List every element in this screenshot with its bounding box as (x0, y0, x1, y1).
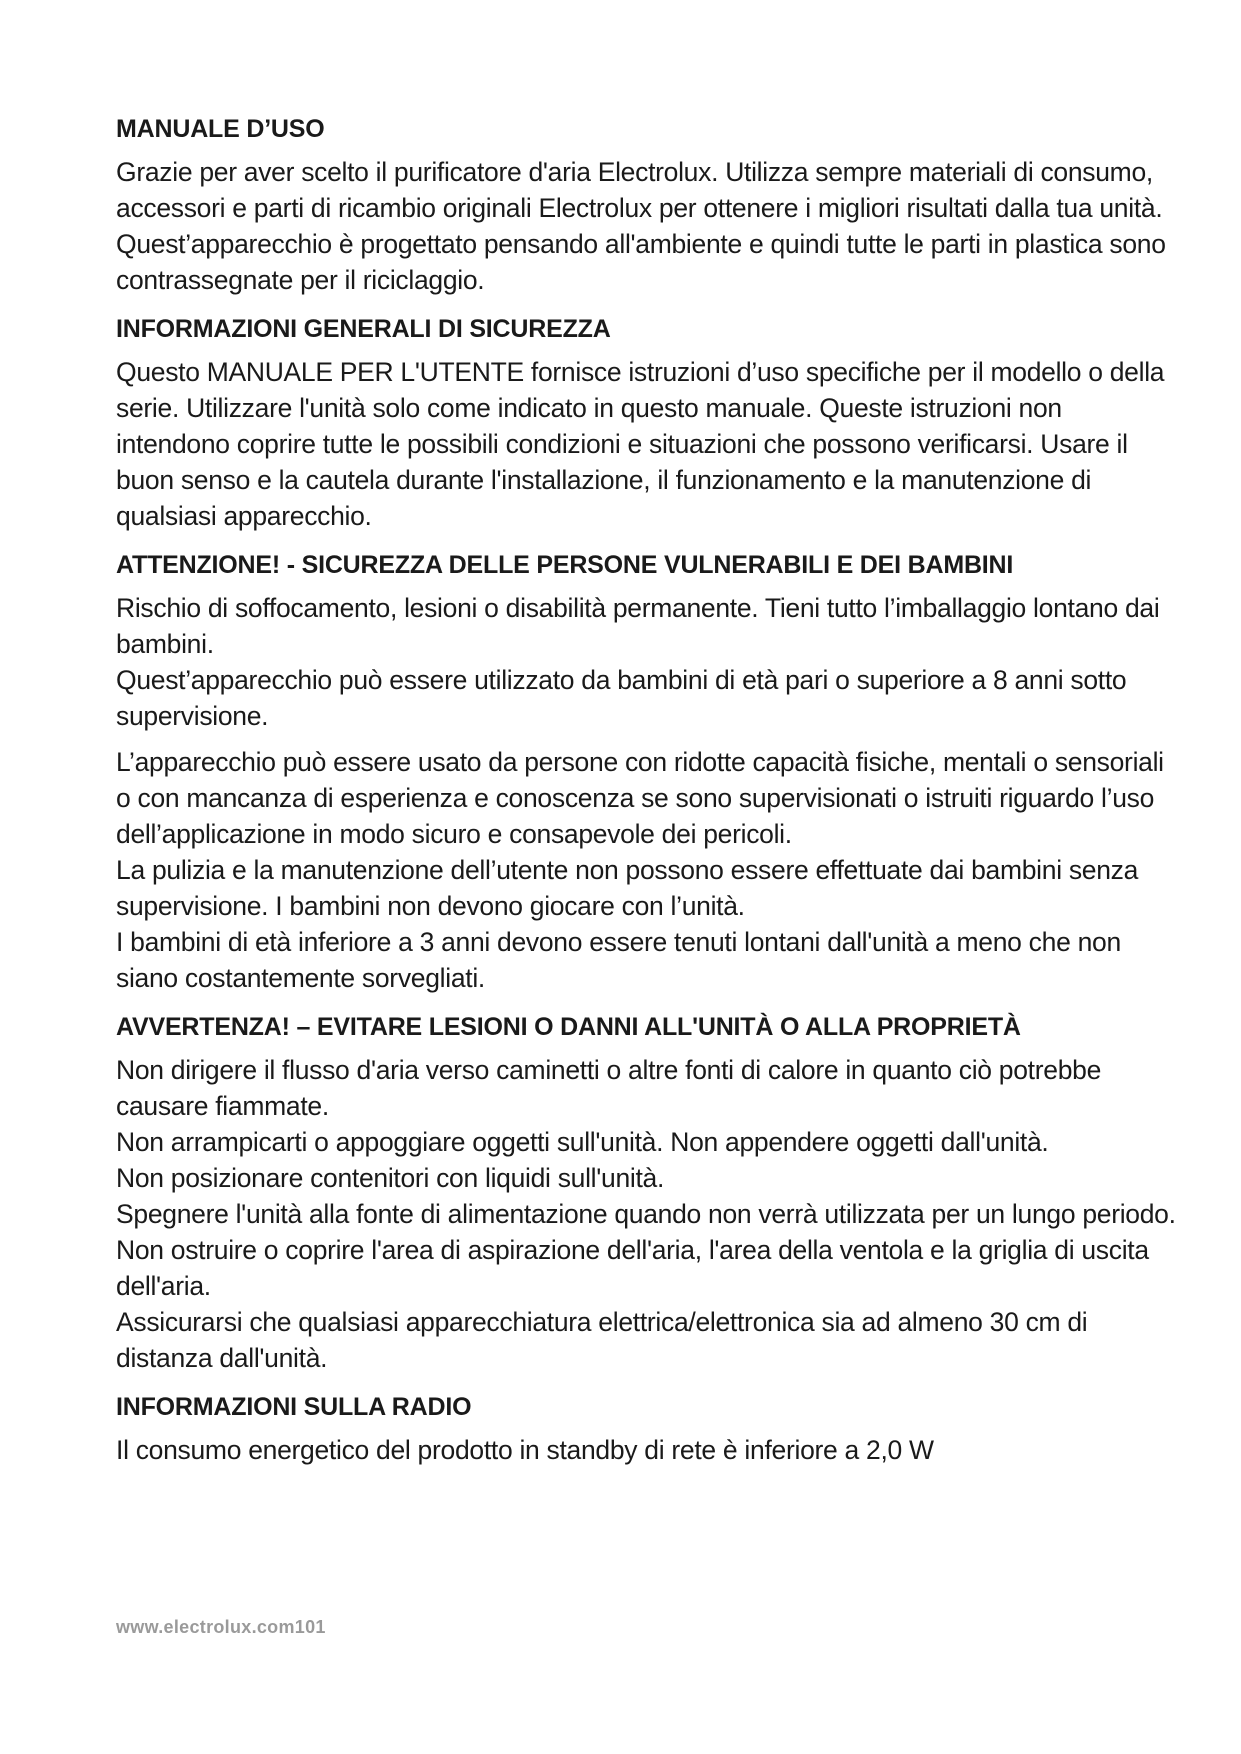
section-paragraph: Questo MANUALE PER L'UTENTE fornisce istruzioni d’uso specifiche per il modello o della serie. Utilizzare l'unità solo come indicato in questo manuale. Queste istruzioni non intendono coprire tutte le possibili condizioni e situazioni che possono verificarsi. Usare il buon senso e la cautela durante l'installazione, il funzionamento e la manutenzione di qualsiasi apparecchio. (116, 357, 1165, 531)
section-paragraph: Spegnere l'unità alla fonte di alimentazione quando non verrà utilizzata per un lungo periodo. (116, 1199, 1176, 1229)
page-footer-url: www.electrolux.com101 (116, 1617, 326, 1637)
section-attenzione (116, 548, 1176, 996)
section-paragraph: Non posizionare contenitori con liquidi sull'unità. (116, 1163, 665, 1193)
section-heading: MANUALE D’USO (116, 115, 325, 143)
section-heading: INFORMAZIONI GENERALI DI SICUREZZA (116, 315, 611, 343)
section-heading: INFORMAZIONI SULLA RADIO (116, 1393, 472, 1421)
section-informazioni-radio (116, 1390, 1176, 1468)
section-paragraph: Non arrampicarti o appoggiare oggetti sull'unità. Non appendere oggetti dall'unità. (116, 1127, 1049, 1157)
section-avvertenza (116, 1010, 1176, 1376)
section-paragraph: Il consumo energetico del prodotto in standby di rete è inferiore a 2,0 W (116, 1435, 934, 1465)
section-heading: AVVERTENZA! – EVITARE LESIONI O DANNI ALL'UNITÀ O ALLA PROPRIETÀ (116, 1013, 1021, 1041)
manual-page (116, 112, 1176, 1468)
section-paragraph: I bambini di età inferiore a 3 anni devono essere tenuti lontani dall'unità a meno che non siano costantemente sorvegliati. (116, 927, 1121, 993)
section-paragraph: Rischio di soffocamento, lesioni o disabilità permanente. Tieni tutto l’imballaggio lontano dai bambini. (116, 593, 1160, 659)
section-paragraph: Grazie per aver scelto il purificatore d'aria Electrolux. Utilizza sempre materiali di consumo, accessori e parti di ricambio originali Electrolux per ottenere i migliori risultati dalla tua unità. Quest’apparecchio è progettato pensando all'ambiente e quindi tutte le parti in plastica sono contrassegnate per il riciclaggio. (116, 157, 1166, 295)
section-paragraph: L’apparecchio può essere usato da persone con ridotte capacità fisiche, mentali o sensoriali o con mancanza di esperienza e conoscenza se sono supervisionati o istruiti riguardo l’uso dell’applicazione in modo sicuro e consapevole dei pericoli. (116, 747, 1164, 849)
section-manuale-uso (116, 112, 1176, 298)
section-paragraph: La pulizia e la manutenzione dell’utente non possono essere effettuate dai bambini senza supervisione. I bambini non devono giocare con l’unità. (116, 855, 1139, 921)
section-paragraph: Assicurarsi che qualsiasi apparecchiatura elettrica/elettronica sia ad almeno 30 cm di distanza dall'unità. (116, 1307, 1088, 1373)
section-paragraph: Non ostruire o coprire l'area di aspirazione dell'aria, l'area della ventola e la griglia di uscita dell'aria. (116, 1235, 1149, 1301)
section-paragraph: Quest’apparecchio può essere utilizzato da bambini di età pari o superiore a 8 anni sotto supervisione. (116, 665, 1127, 731)
section-heading: ATTENZIONE! - SICUREZZA DELLE PERSONE VULNERABILI E DEI BAMBINI (116, 551, 1014, 579)
section-paragraph: Non dirigere il flusso d'aria verso caminetti o altre fonti di calore in quanto ciò potrebbe causare fiammate. (116, 1055, 1102, 1121)
section-informazioni-generali (116, 312, 1176, 534)
